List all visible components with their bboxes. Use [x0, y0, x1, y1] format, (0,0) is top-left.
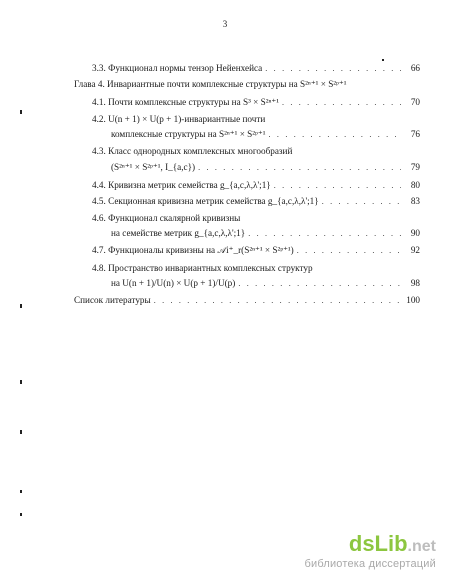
toc-entry-4-6[interactable]: [111, 228, 420, 239]
scan-mark: [20, 380, 22, 384]
toc-page-number: 70: [410, 97, 420, 107]
toc-entry-4-3-line1[interactable]: 4.3. Класс однородных комплексных многообразий: [92, 146, 293, 156]
scan-mark: [20, 110, 22, 114]
toc-page-number: 80: [410, 180, 420, 190]
dot-leader: [322, 196, 401, 207]
toc-entry-4-2[interactable]: [111, 129, 420, 140]
dot-leader: [269, 129, 401, 140]
toc-page-number: 90: [410, 228, 420, 238]
toc-entry-4-2-line1[interactable]: 4.2. U(n + 1) × U(p + 1)-инвариантные почти: [92, 114, 266, 124]
toc-entry-3-3[interactable]: [92, 63, 420, 74]
toc-page-number: 76: [410, 129, 420, 139]
watermark-brand: dsLib: [348, 531, 408, 556]
toc-entry-label: на U(n + 1)/U(n) × U(p + 1)/U(p): [111, 278, 236, 288]
dot-leader: [154, 295, 401, 306]
toc-entry-4-7[interactable]: [92, 245, 420, 256]
toc-page-number: 83: [410, 196, 420, 206]
toc-entry-label: 4.5. Секционная кривизна метрик семейства g_{a,c,λ,λ';1}: [92, 196, 319, 206]
dot-leader: [248, 228, 401, 239]
scan-mark: [20, 490, 22, 493]
toc-entry-bibliography[interactable]: [74, 295, 420, 306]
toc-chapter-4-heading[interactable]: Глава 4. Инвариантные почти комплексные структуры на S²ⁿ⁺¹ × S²ᵖ⁺¹: [74, 79, 347, 89]
dot-leader: [282, 97, 401, 108]
toc-entry-4-6-line1[interactable]: 4.6. Функционал скалярной кривизны: [92, 213, 241, 223]
scan-mark: [382, 59, 384, 61]
toc-page-number: 98: [410, 278, 420, 288]
dot-leader: [265, 63, 401, 74]
toc-page-number: 92: [410, 245, 420, 255]
toc-entry-label: Список литературы: [74, 295, 151, 305]
watermark: [304, 533, 436, 570]
toc-entry-4-8[interactable]: [111, 278, 420, 289]
watermark-subtitle: библиотека диссертаций: [304, 558, 436, 570]
toc-entry-4-5[interactable]: [92, 196, 420, 207]
toc-entry-label: 4.4. Кривизна метрик семейства g_{a,c,λ,λ';1}: [92, 180, 271, 190]
toc-entry-label: 3.3. Функционал нормы тензор Нейенхейса: [92, 63, 263, 73]
toc-entry-label: комплексные структуры на S²ⁿ⁺¹ × S²ᵖ⁺¹: [111, 129, 266, 139]
toc-page-number: 66: [410, 63, 420, 73]
page-number: 3: [222, 19, 228, 29]
scan-mark: [20, 513, 22, 516]
toc-entry-label: 4.1. Почти комплексные структуры на S³ × S²ⁿ⁺¹: [92, 97, 279, 107]
dot-leader: [297, 245, 401, 256]
watermark-logo: [304, 533, 436, 558]
toc-page-number: 100: [406, 295, 420, 305]
dot-leader: [274, 180, 401, 191]
toc-page-number: 79: [410, 162, 420, 172]
toc-entry-4-1[interactable]: [92, 97, 420, 108]
toc-entry-4-8-line1[interactable]: 4.8. Пространство инвариантных комплексных структур: [92, 263, 313, 273]
scan-mark: [20, 304, 22, 308]
toc-entry-label: на семействе метрик g_{a,c,λ,λ';1}: [111, 228, 246, 238]
toc-entry-label: 4.7. Функционалы кривизны на 𝒜i⁺_r(S²ⁿ⁺¹ × S²ᵖ⁺¹): [92, 245, 294, 255]
toc-entry-label: (S²ⁿ⁺¹ × S²ᵖ⁺¹, I_{a,c}): [111, 162, 196, 172]
toc-entry-4-4[interactable]: [92, 180, 420, 191]
dot-leader: [198, 162, 401, 173]
watermark-tld: .net: [407, 538, 436, 555]
dot-leader: [238, 278, 401, 289]
scan-mark: [20, 430, 22, 434]
toc-entry-4-3[interactable]: [111, 162, 420, 173]
